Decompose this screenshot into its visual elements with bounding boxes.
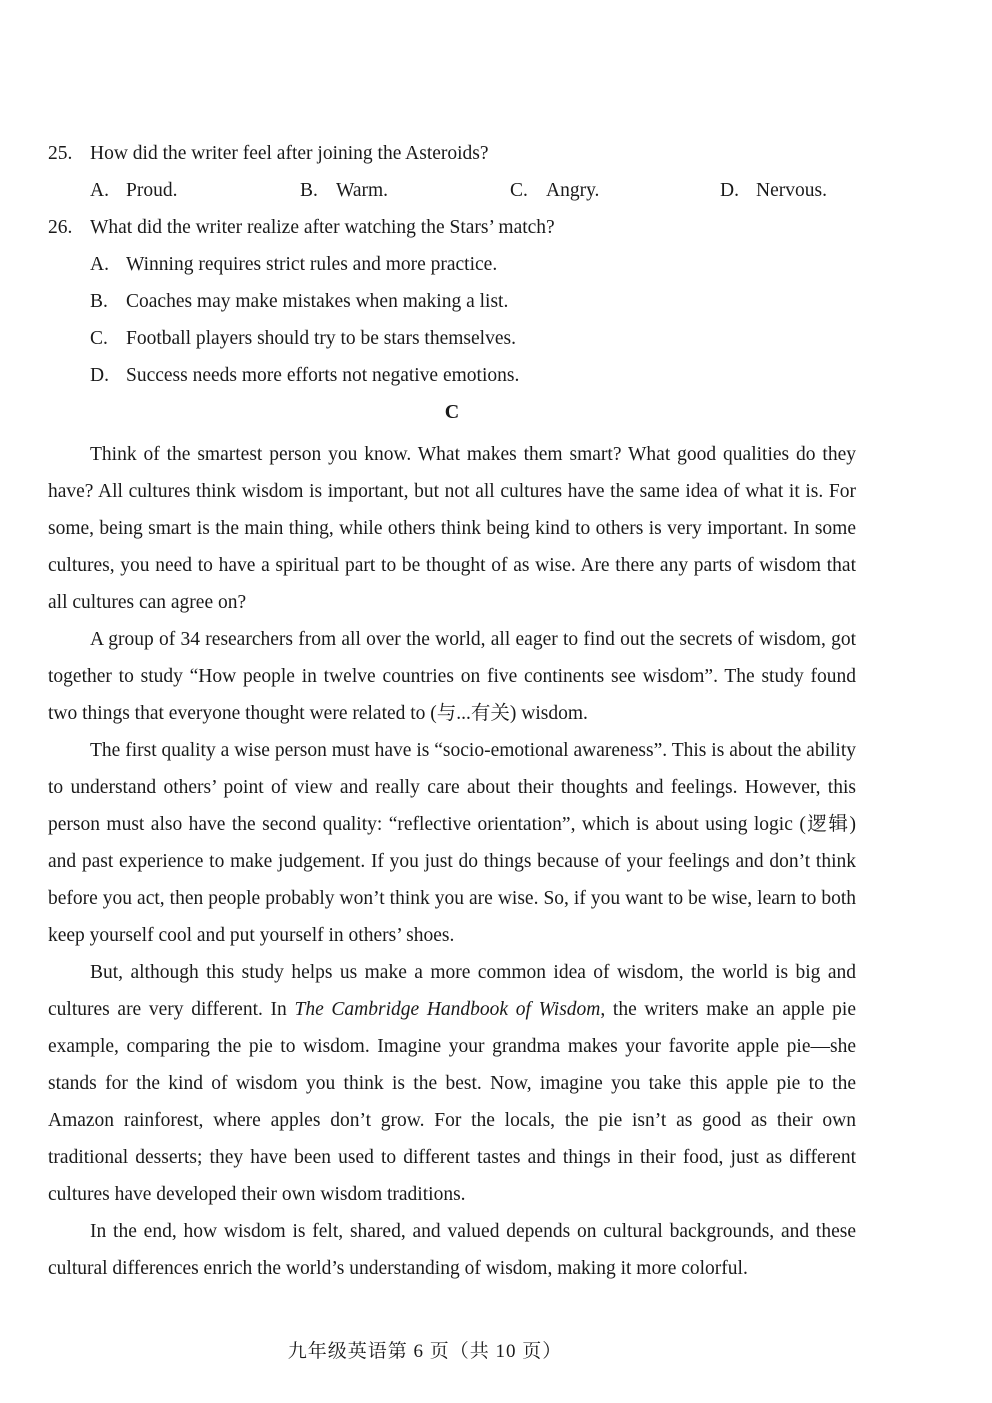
- option-b: [90, 290, 508, 314]
- option-text: Warm.: [336, 180, 389, 201]
- paragraph-text-after: , the writers make an apple pie example, comparing the pie to wisdom. Imagine your grandma makes your favorite apple pie—she stands for the kind of wisdom you think is the best. Now, imagine you take this apple pie to the Amazon rainforest, where apples don’t grow. For the locals, the pie isn’t as good as their own traditional desserts; they have been used to different tastes and things in their food, just as different cultures have developed their own wisdom traditions.: [48, 999, 856, 1205]
- option-c: [90, 327, 516, 351]
- option-d: [720, 179, 827, 203]
- option-b: [300, 179, 388, 203]
- option-a: [90, 179, 177, 203]
- option-letter: D.: [720, 180, 739, 201]
- question-number: 25.: [48, 143, 73, 164]
- option-letter: C.: [510, 180, 528, 201]
- option-text: Proud.: [126, 180, 178, 201]
- question-number: 26.: [48, 217, 73, 238]
- option-text: Winning requires strict rules and more practice.: [126, 254, 498, 275]
- option-letter: A.: [90, 254, 109, 275]
- passage-paragraph-1: Think of the smartest person you know. What makes them smart? What good qualities do they have? All cultures think wisdom is important, but not all cultures have the same idea of what it is. For some, being smart is the main thing, while others think being kind to others is very important. In some cultures, you need to have a spiritual part to be thought of as wise. Are there any parts of wisdom that all cultures can agree on?: [48, 444, 856, 613]
- reading-passage: [48, 436, 856, 1287]
- book-title: The Cambridge Handbook of Wisdom: [294, 999, 601, 1020]
- section-title: C: [444, 401, 460, 423]
- passage-paragraph-2: A group of 34 researchers from all over the world, all eager to find out the secrets of wisdom, got together to study “How people in twelve countries on five continents see wisdom”. The study found two things that everyone thought were related to (与...有关) wisdom.: [48, 629, 856, 724]
- option-text: Football players should try to be stars themselves.: [126, 328, 516, 349]
- option-letter: D.: [90, 365, 109, 386]
- option-letter: A.: [90, 180, 109, 201]
- option-d: [90, 364, 519, 388]
- question-25: [48, 142, 489, 166]
- question-stem: What did the writer realize after watching the Stars’ match?: [90, 217, 555, 238]
- option-text: Angry.: [546, 180, 600, 201]
- passage-paragraph-3: The first quality a wise person must have is “socio-emotional awareness”. This is about the ability to understand others’ point of view and really care about their thoughts and feelings. However, this person must also have the second quality: “reflective orientation”, which is about using logic (逻辑) and past experience to make judgement. If you just do things because of your feelings and don’t think before you act, then people probably won’t think you are wise. So, if you want to be wise, learn to both keep yourself cool and put yourself in others’ shoes.: [48, 740, 856, 946]
- option-text: Nervous.: [756, 180, 827, 201]
- page-footer: 九年级英语第 6 页（共 10 页）: [287, 1341, 563, 1362]
- option-a: [90, 253, 497, 277]
- option-letter: B.: [90, 291, 108, 312]
- question-26: [48, 216, 555, 240]
- option-text: Coaches may make mistakes when making a list.: [126, 291, 509, 312]
- option-letter: C.: [90, 328, 108, 349]
- option-c: [510, 179, 599, 203]
- option-text: Success needs more efforts not negative emotions.: [126, 365, 520, 386]
- paragraph-text-before: But, although this study helps us make a more common idea of wisdom, the world is big and cultures are very different. In: [48, 962, 856, 1020]
- passage-paragraph-5: In the end, how wisdom is felt, shared, and valued depends on cultural backgrounds, and these cultural differences enrich the world’s understanding of wisdom, making it more colorful.: [48, 1221, 856, 1279]
- option-letter: B.: [300, 180, 318, 201]
- question-stem: How did the writer feel after joining the Asteroids?: [90, 143, 489, 164]
- passage-paragraph-4: [48, 954, 856, 1213]
